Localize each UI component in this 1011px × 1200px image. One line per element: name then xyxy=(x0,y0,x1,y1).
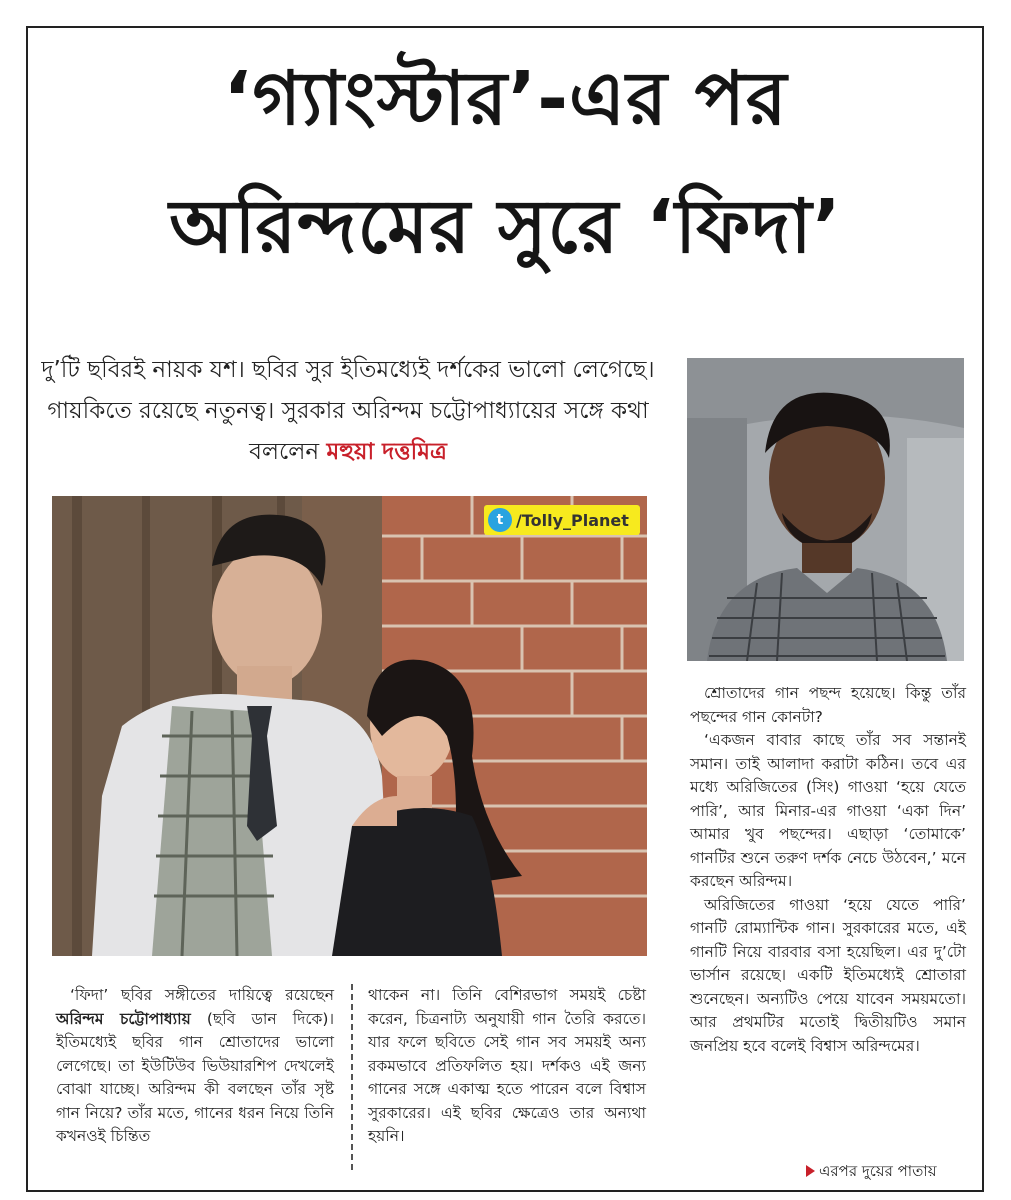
headline-line-1: ‘গ্যাংস্টার’-এর পর xyxy=(223,56,788,142)
continued-on-page xyxy=(806,1160,937,1185)
continued-text: এরপর দুয়ের পাতায় xyxy=(819,1162,937,1180)
left-paragraph: ‘ফিদা’ ছবির সঙ্গীতের দায়িত্বে রয়েছেন অরিন্দম চট্টোপাধ্যায় (ছবি ডান দিকে)। ইতিমধ্যেই ছবির গান শ্রোতাদের ভালো লেগেছে। তা ইউটিউব ভিউয়ারশিপ দেখলেই বোঝা যাচ্ছে। অরিন্দম কী বলছেন তাঁর সৃষ্ট গান নিয়ে? তাঁর মতে, গানের ধরন নিয়ে তিনি কখনওই চিন্তিত xyxy=(56,986,334,1145)
right-paragraph-2: ‘একজন বাবার কাছে তাঁর সব সন্তানই সমান। তাই আলাদা করাটা কঠিন। তবে এর মধ্যে অরিজিতের (সিং) গাওয়া ‘হয়ে যেতে পারি’, আর মিনার-এর গাওয়া ‘একা দিন’ আমার খুব পছন্দের। এছাড়া ‘তোমাকে’ গানটির শুনে তরুণ দর্শক নেচে উঠবেন,’ মনে করছেন অরিন্দম। xyxy=(690,731,966,890)
twitter-watermark xyxy=(484,505,640,535)
watermark-handle: /Tolly_Planet xyxy=(516,510,629,530)
composer-name-bold: অরিন্দম চট্টোপাধ্যায় xyxy=(56,1009,191,1028)
triangle-arrow-icon xyxy=(806,1165,815,1177)
right-paragraph-1: শ্রোতাদের গান পছন্দ হয়েছে। কিন্তু তাঁর পছন্দের গান কোনটা? xyxy=(690,684,966,726)
twitter-icon: t xyxy=(488,508,512,532)
headline-line-2: অরিন্দমের সুরে ‘ফিদা’ xyxy=(169,184,842,270)
byline-author: মহুয়া দত্তমিত্র xyxy=(326,439,447,465)
standfirst xyxy=(28,350,668,473)
right-paragraph-3: অরিজিতের গাওয়া ‘হয়ে যেতে পারি’ গানটি রোম্যান্টিক গান। সুরকারের মতে, এই গানটি নিয়ে বারবার বসা হয়েছিল। এর দু’টো ভার্সান রয়েছে। একটি ইতিমধ্যেই শ্রোতারা শুনেছেন। অন্যটিও পেয়ে যাবেন সময়মতো। আর প্রথমটির মতোই দ্বিতীয়টিও সমান জনপ্রিয় হবে বলেই বিশ্বাস অরিন্দমের। xyxy=(690,895,966,1055)
middle-paragraph: থাকেন না। তিনি বেশিরভাগ সময়ই চেষ্টা করেন, চিত্রনাট্য অনুযায়ী গান তৈরি করতে। যার ফলে ছবিতে সেই গান সব সময়ই অন্য রকমভাবে প্রতিফলিত হয়। দর্শকও এই জন্য গানের সঙ্গে একাত্ম হতে পারেন বলে বিশ্বাস সুরকারের। এই ছবির ক্ষেত্রেও তার অন্যথা হয়নি। xyxy=(368,986,646,1145)
body-column-left xyxy=(56,984,334,1149)
couple-photo xyxy=(52,496,647,956)
standfirst-text: দু’টি ছবিরই নায়ক যশ। ছবির সুর ইতিমধ্যেই দর্শকের ভালো লেগেছে। গায়কিতে রয়েছে নতুনত্ব। সুরকার অরিন্দম চট্টোপাধ্যায়ের সঙ্গে কথা বললেন xyxy=(41,357,655,465)
column-divider xyxy=(351,984,353,1170)
body-column-middle xyxy=(368,984,646,1149)
body-column-right xyxy=(690,682,966,1058)
composer-portrait xyxy=(687,358,964,661)
